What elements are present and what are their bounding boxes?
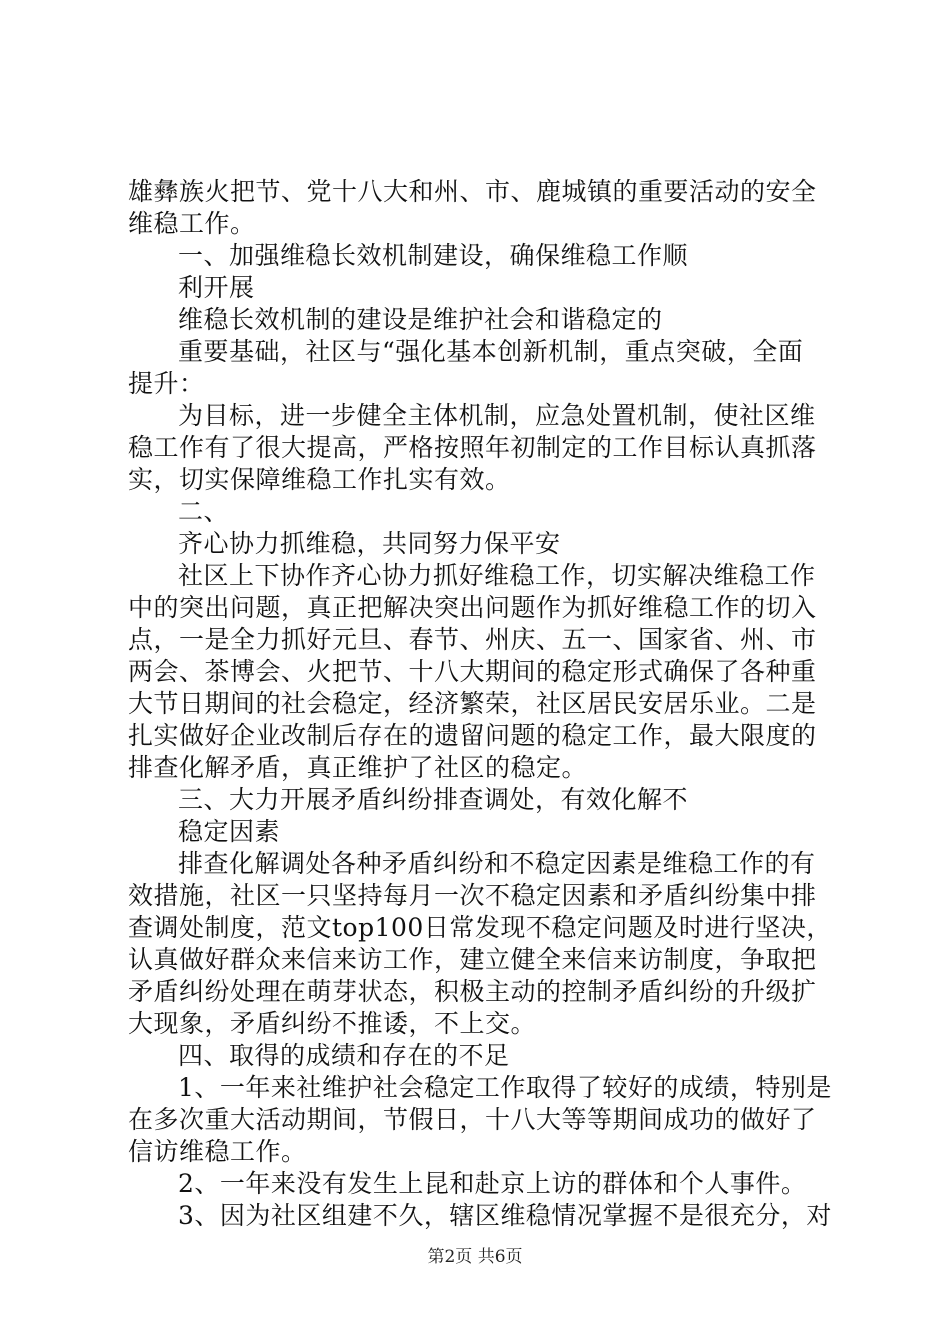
text-line: 矛盾纠纷处理在萌芽状态，积极主动的控制矛盾纠纷的升级扩 bbox=[128, 977, 817, 1006]
text-line: 社区上下协作齐心协力抓好维稳工作，切实解决维稳工作 bbox=[178, 561, 816, 590]
section-heading-2-cont: 齐心协力抓维稳，共同努力保平安 bbox=[178, 529, 561, 558]
text-line: 雄彝族火把节、党十八大和州、市、鹿城镇的重要活动的安全 bbox=[128, 177, 817, 206]
text-line: 3、因为社区组建不久，辖区维稳情况掌握不是很充分，对 bbox=[178, 1201, 832, 1230]
text-line: 扎实做好企业改制后存在的遗留问题的稳定工作，最大限度的 bbox=[128, 721, 817, 750]
text-line: 稳工作有了很大提高，严格按照年初制定的工作目标认真抓落 bbox=[128, 433, 817, 462]
section-heading-3: 三、大力开展矛盾纠纷排查调处，有效化解不 bbox=[178, 785, 689, 814]
text-line: 查调处制度，范文top100日常发现不稳定问题及时进行坚决， bbox=[128, 913, 832, 942]
text-line: 维稳长效机制的建设是维护社会和谐稳定的 bbox=[178, 305, 663, 334]
text-line: 认真做好群众来信来访工作，建立健全来信来访制度，争取把 bbox=[128, 945, 817, 974]
text-line: 2、一年来没有发生上昆和赴京上访的群体和个人事件。 bbox=[178, 1169, 807, 1198]
text-line: 效措施，社区一只坚持每月一次不稳定因素和矛盾纠纷集中排 bbox=[128, 881, 817, 910]
section-heading-2: 二、 bbox=[178, 497, 230, 526]
text-line: 实，切实保障维稳工作扎实有效。 bbox=[128, 465, 511, 494]
text-line: 点，一是全力抓好元旦、春节、州庆、五一、国家省、州、市 bbox=[128, 625, 817, 654]
text-line: 大现象，矛盾纠纷不推诿，不上交。 bbox=[128, 1009, 537, 1038]
text-line: 在多次重大活动期间，节假日，十八大等等期间成功的做好了 bbox=[128, 1105, 817, 1134]
text-line: 重要基础，社区与“强化基本创新机制，重点突破，全面 bbox=[178, 337, 804, 366]
text-line: 1、一年来社维护社会稳定工作取得了较好的成绩，特别是 bbox=[178, 1073, 832, 1102]
page-number-footer: 第2页 共6页 bbox=[427, 1247, 523, 1267]
text-line: 两会、茶博会、火把节、十八大期间的稳定形式确保了各种重 bbox=[128, 657, 817, 686]
text-line: 提升： bbox=[128, 369, 205, 398]
section-heading-1-cont: 利开展 bbox=[178, 273, 255, 302]
text-line: 维稳工作。 bbox=[128, 209, 256, 238]
section-heading-3-cont: 稳定因素 bbox=[178, 817, 281, 846]
text-line: 排查化解调处各种矛盾纠纷和不稳定因素是维稳工作的有 bbox=[178, 849, 816, 878]
text-line: 中的突出问题，真正把解决突出问题作为抓好维稳工作的切入 bbox=[128, 593, 817, 622]
section-heading-1: 一、加强维稳长效机制建设，确保维稳工作顺 bbox=[178, 241, 689, 270]
text-line: 为目标，进一步健全主体机制，应急处置机制，使社区维 bbox=[178, 401, 816, 430]
text-line: 大节日期间的社会稳定，经济繁荣，社区居民安居乐业。二是 bbox=[128, 689, 817, 718]
section-heading-4: 四、取得的成绩和存在的不足 bbox=[178, 1041, 510, 1070]
text-line: 信访维稳工作。 bbox=[128, 1137, 307, 1166]
text-line: 排查化解矛盾，真正维护了社区的稳定。 bbox=[128, 753, 588, 782]
